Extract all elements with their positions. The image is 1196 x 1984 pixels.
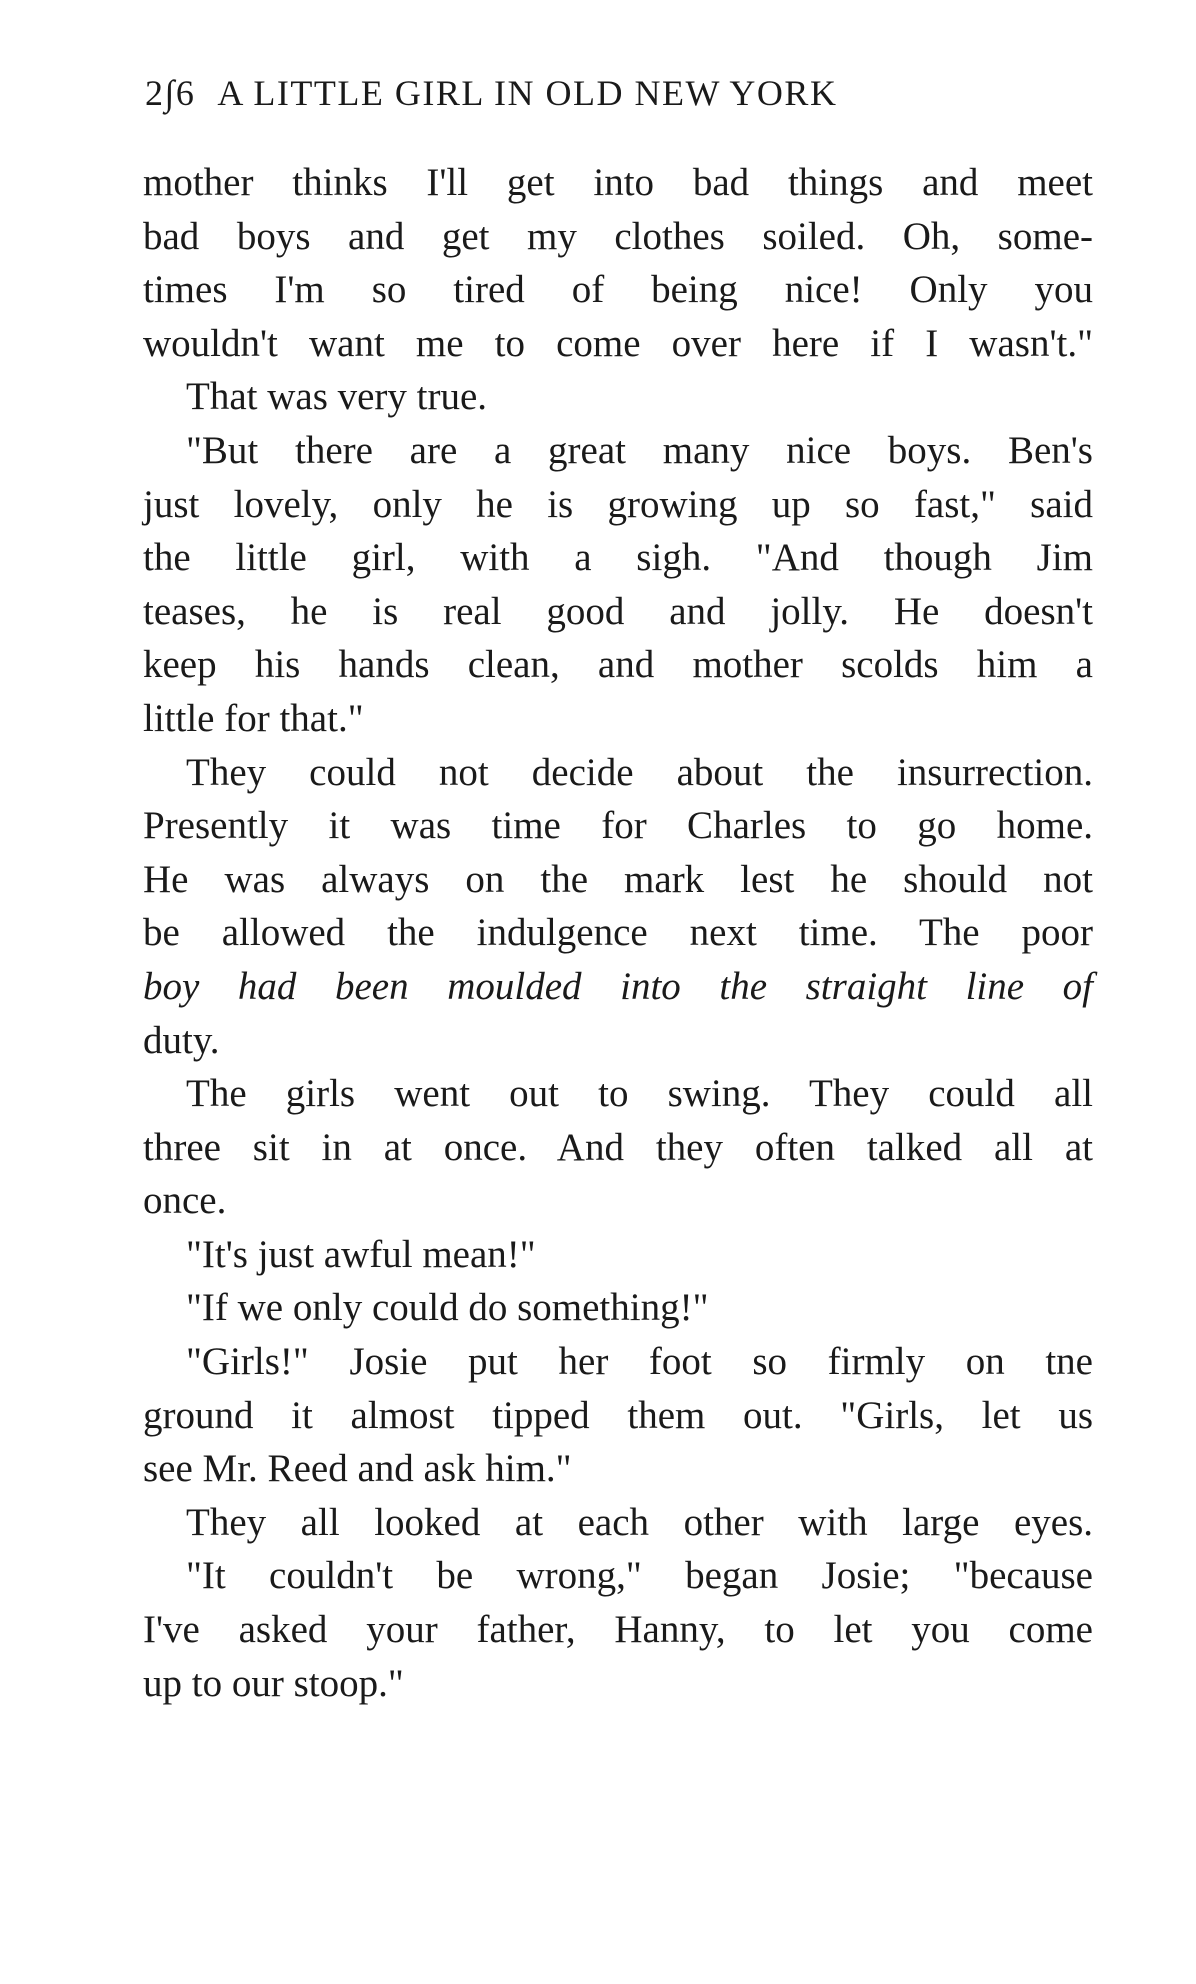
text-line: up to our stoop." [143, 1661, 404, 1705]
text-line: "Girls!" Josie put her foot so firmly on tne [186, 1340, 1093, 1384]
text-line: see Mr. Reed and ask him." [143, 1447, 572, 1491]
text-line: times I'm so tired of being nice! Only you [143, 268, 1093, 312]
text-line: I've asked your father, Hanny, to let you come [143, 1608, 1093, 1652]
text-line: He was always on the mark lest he should not [143, 857, 1093, 901]
text-line: The girls went out to swing. They could all [186, 1072, 1093, 1116]
text-line: little for that." [143, 696, 364, 740]
text-line: wouldn't want me to come over here if I wasn't." [143, 321, 1093, 365]
running-title: A LITTLE GIRL IN OLD NEW YORK [217, 73, 838, 113]
text-line: "If we only could do something!" [186, 1286, 709, 1330]
text-line: "It couldn't be wrong," began Josie; "because [186, 1554, 1093, 1598]
text-line: teases, he is real good and jolly. He doesn't [143, 589, 1093, 633]
text-line: Presently it was time for Charles to go home. [143, 804, 1093, 848]
page-number: 2∫6 [145, 73, 196, 113]
text-line: once. [143, 1179, 227, 1223]
text-line: keep his hands clean, and mother scolds him a [143, 643, 1093, 687]
text-line: just lovely, only he is growing up so fast," said [143, 482, 1093, 526]
body-text [143, 156, 1093, 1710]
text-line: the little girl, with a sigh. "And though Jim [143, 536, 1093, 580]
text-line: They all looked at each other with large eyes. [186, 1500, 1093, 1544]
text-line: duty. [143, 1018, 220, 1062]
text-line: "It's just awful mean!" [186, 1232, 536, 1276]
running-header [145, 72, 1095, 114]
text-line: bad boys and get my clothes soiled. Oh, some- [143, 214, 1093, 258]
text-line: be allowed the indulgence next time. The poor [143, 911, 1093, 955]
text-line: That was very true. [186, 375, 488, 419]
text-line: boy had been moulded into the straight line of [143, 964, 1093, 1008]
text-line: ground it almost tipped them out. "Girls, let us [143, 1393, 1093, 1437]
text-line: "But there are a great many nice boys. Ben's [186, 428, 1093, 472]
text-line: mother thinks I'll get into bad things and meet [143, 161, 1093, 204]
text-line: They could not decide about the insurrection. [186, 750, 1093, 794]
text-line: three sit in at once. And they often talked all at [143, 1125, 1093, 1169]
